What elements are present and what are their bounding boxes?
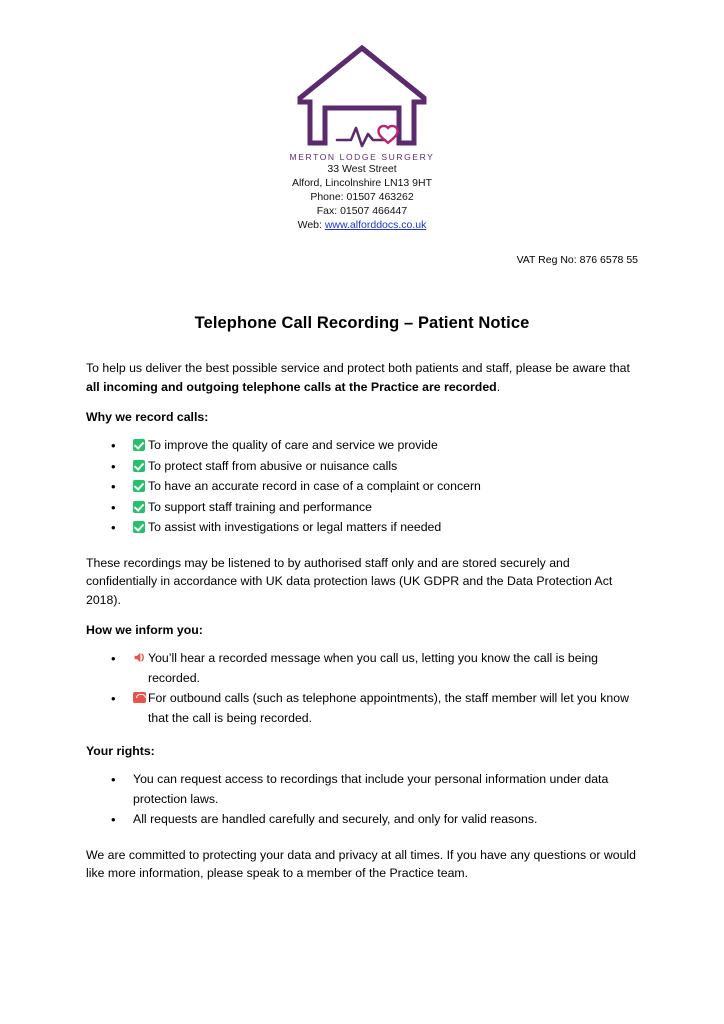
- list-item: [86, 436, 638, 456]
- bullet-icon: •: [111, 458, 116, 474]
- list-item: [86, 498, 638, 518]
- list-item-label: To assist with investigations or legal matters if needed: [148, 520, 442, 534]
- loudspeaker-glyph-icon: [133, 651, 146, 664]
- address-line-2: Alford, Lincolnshire LN13 9HT: [291, 177, 433, 189]
- bullet-icon: •: [111, 438, 116, 453]
- list-item: [86, 649, 638, 688]
- closing-paragraph: We are committed to protecting your data and privacy at all times. If you have any questions or would like more information, please speak to a member of the Practice team.: [86, 847, 636, 880]
- check-box-icon: [133, 498, 145, 518]
- rights-list: [86, 770, 638, 830]
- check-box-icon: [133, 518, 145, 538]
- list-item-label: To have an accurate record in case of a complaint or concern: [148, 479, 481, 493]
- practice-phone: Phone: 01507 463262: [310, 191, 414, 203]
- list-item-label: You’ll hear a recorded message when you call us, letting you know the call is being recorded.: [148, 651, 599, 685]
- inform-list: [86, 649, 638, 728]
- vat-registration: VAT Reg No: 876 6578 55: [516, 254, 638, 266]
- check-box-icon: [133, 436, 145, 456]
- list-item: [86, 457, 638, 477]
- website-link[interactable]: www.alforddocs.co.uk: [324, 219, 427, 231]
- intro-paragraph: [86, 359, 638, 396]
- bullet-icon: •: [111, 499, 116, 515]
- practice-logo: [86, 42, 638, 150]
- bullet-icon: •: [111, 691, 116, 706]
- bullet-icon: •: [111, 520, 116, 535]
- section-heading-inform: How we inform you:: [86, 623, 203, 637]
- practice-name: MERTON LODGE SURGERY: [289, 152, 435, 162]
- house-heartbeat-logo-icon: [289, 42, 435, 150]
- storage-paragraph: These recordings may be listened to by authorised staff only and are stored securely and confidentially in accordance with UK data protection laws (UK GDPR and the Data Protection Act 2018).: [86, 555, 613, 607]
- list-item-label: To improve the quality of care and service we provide: [148, 438, 438, 452]
- list-item-label: To support staff training and performance: [148, 499, 372, 514]
- bullet-icon: •: [111, 479, 116, 494]
- intro-text-bold: all incoming and outgoing telephone calls at the Practice are recorded: [86, 379, 497, 394]
- web-label: Web:: [297, 219, 325, 231]
- intro-text-part1: To help us deliver the best possible service and protect both patients and staff, please be aware that: [86, 361, 630, 375]
- list-item-label: For outbound calls (such as telephone appointments), the staff member will let you know that the call is being recorded.: [148, 691, 629, 725]
- bullet-icon: •: [111, 812, 116, 827]
- list-item: [86, 770, 638, 809]
- page-title: Telephone Call Recording – Patient Notice: [194, 314, 530, 332]
- section-heading-why: Why we record calls:: [86, 410, 209, 424]
- list-item: [86, 689, 638, 728]
- intro-text-part2: .: [496, 379, 501, 394]
- address-line-1: 33 West Street: [327, 163, 397, 175]
- why-record-list: [86, 436, 638, 538]
- check-box-icon: [133, 457, 145, 477]
- list-item: [86, 518, 638, 538]
- letterhead: [86, 42, 638, 232]
- check-box-icon: [133, 477, 145, 497]
- practice-web: [86, 218, 638, 232]
- telephone-icon: [133, 689, 146, 709]
- loudspeaker-icon: [133, 649, 146, 669]
- list-item-label: You can request access to recordings that include your personal information under data protection laws.: [133, 772, 609, 806]
- list-item-label: To protect staff from abusive or nuisance calls: [148, 458, 398, 473]
- practice-fax: Fax: 01507 466447: [316, 205, 408, 217]
- list-item: [86, 477, 638, 497]
- list-item-label: All requests are handled carefully and securely, and only for valid reasons.: [133, 812, 538, 826]
- section-heading-rights: Your rights:: [86, 744, 155, 758]
- bullet-icon: •: [111, 772, 116, 787]
- list-item: [86, 810, 638, 830]
- bullet-icon: •: [111, 651, 116, 666]
